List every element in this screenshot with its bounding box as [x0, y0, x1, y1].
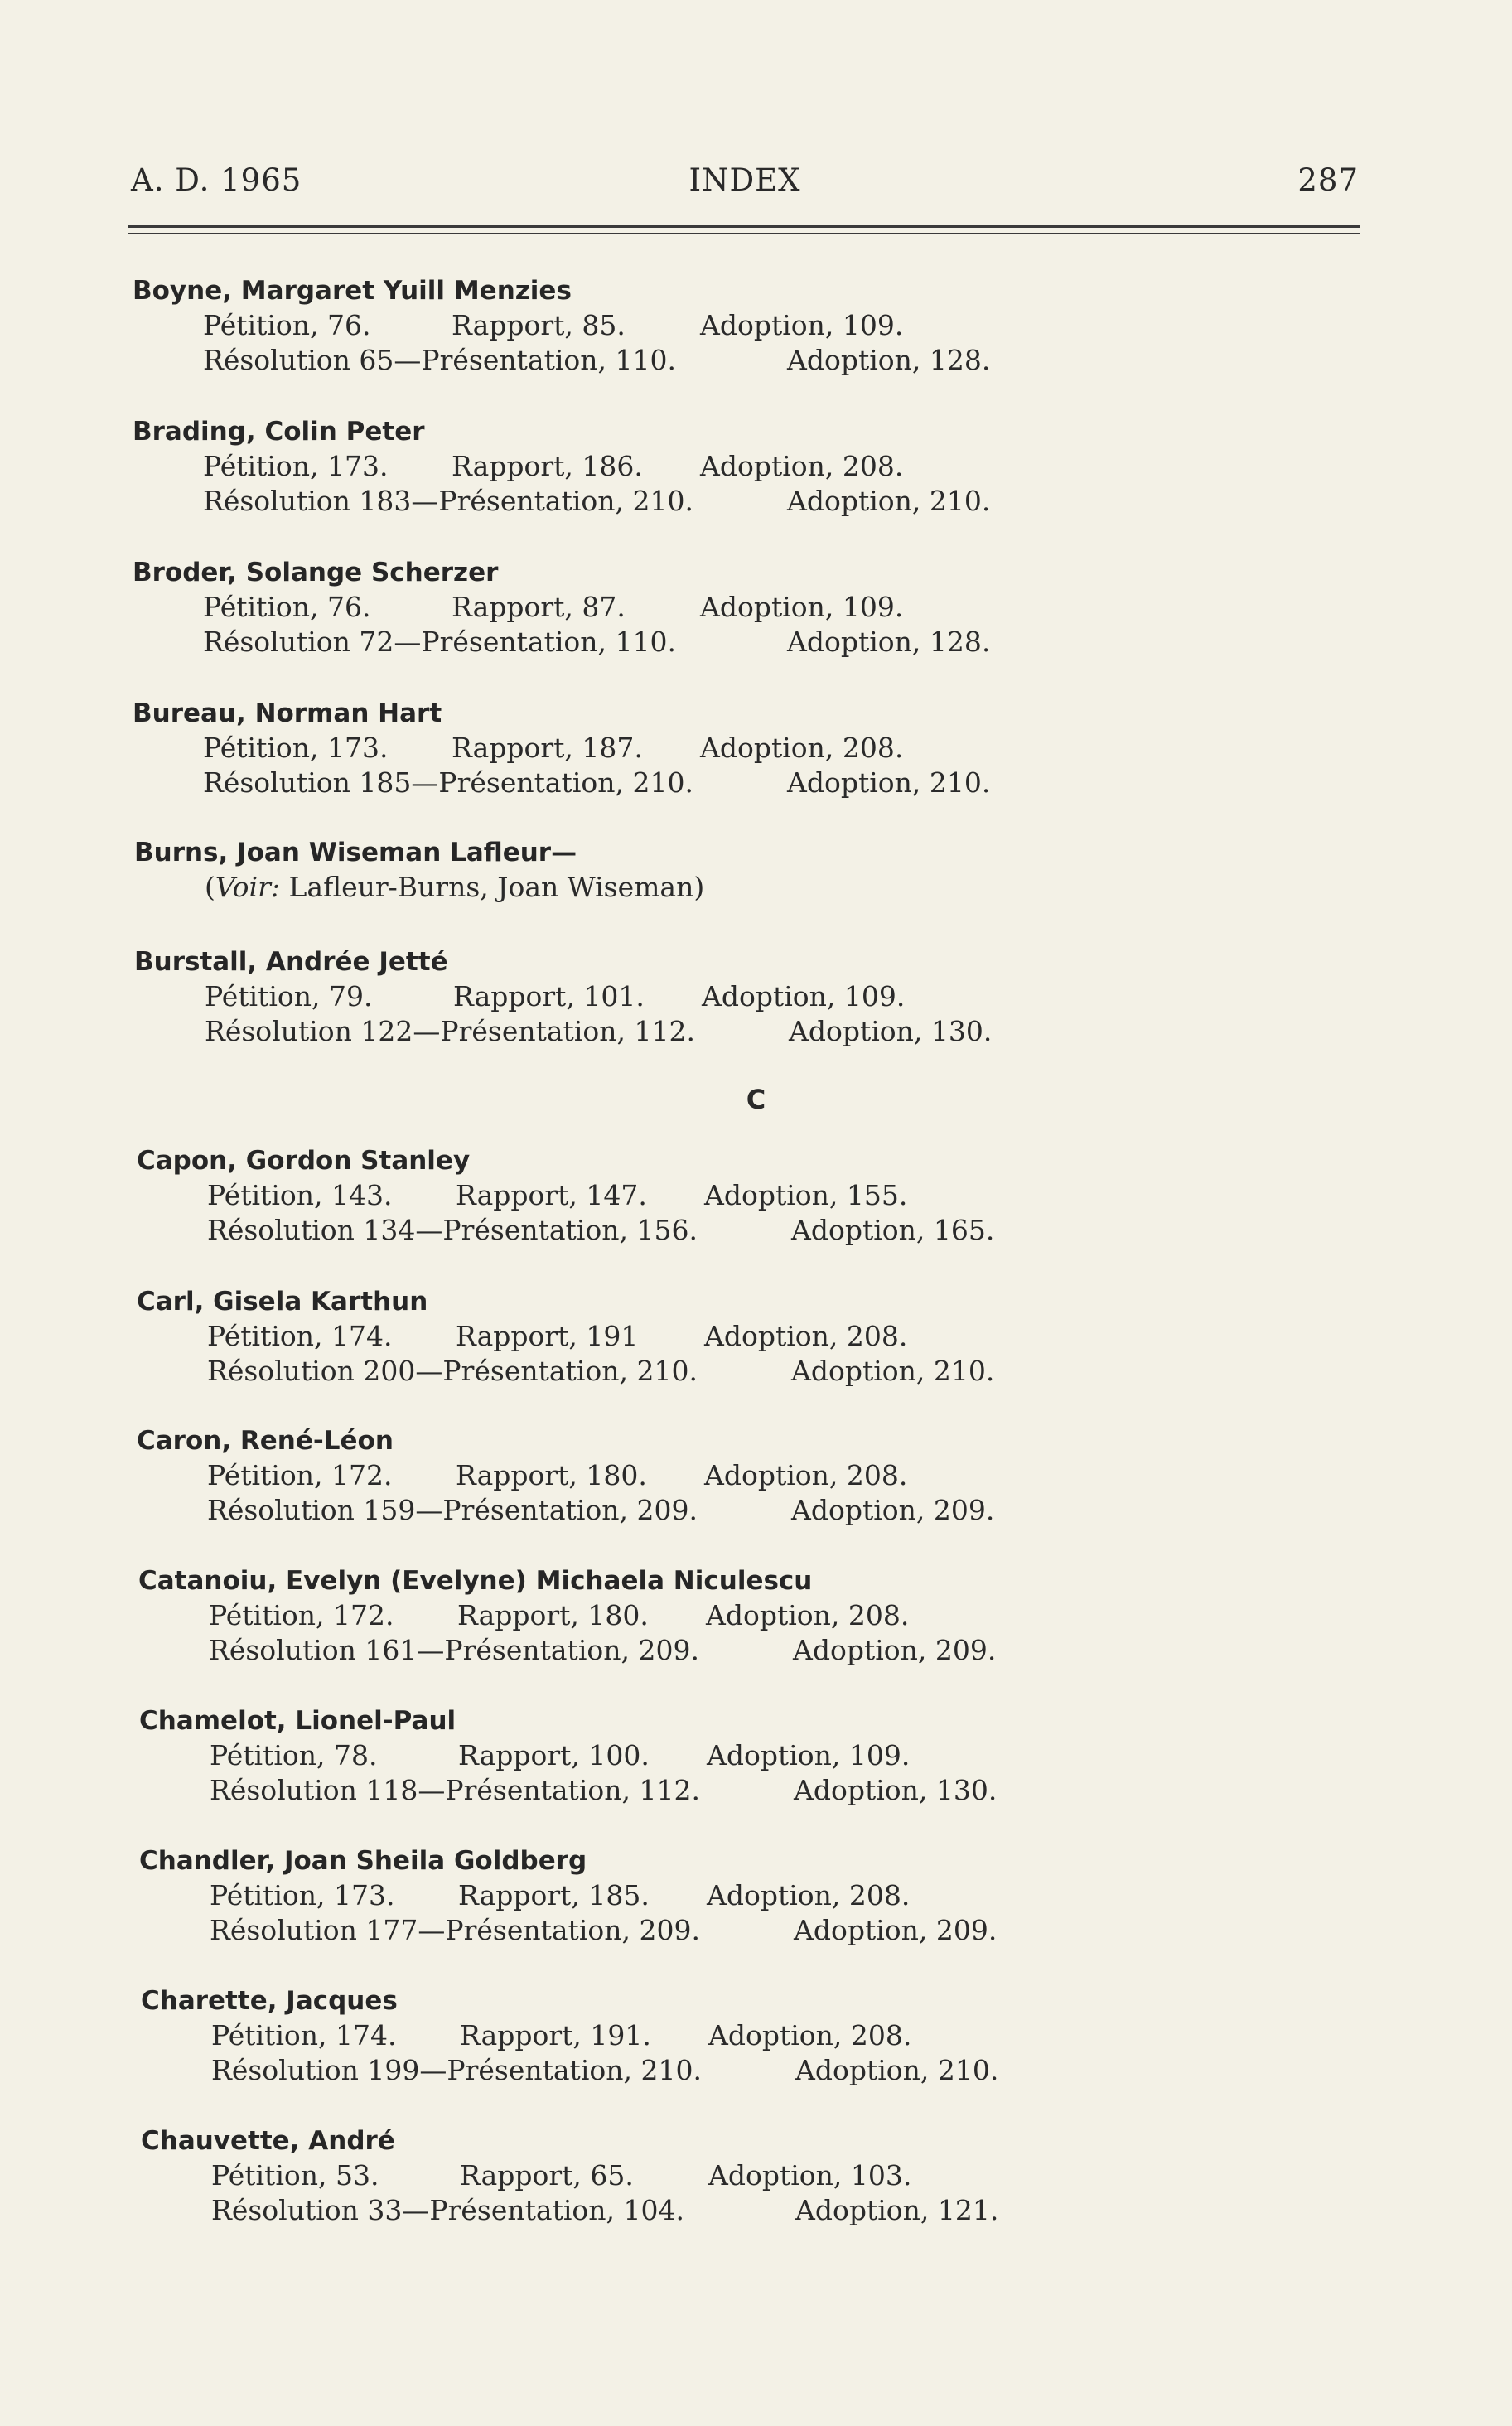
- adoption-ref: Adoption, 208.: [707, 1879, 911, 1911]
- entry-name: Chandler, Joan Sheila Goldberg: [139, 1846, 587, 1876]
- rapport-ref: Rapport, 185.: [458, 1879, 650, 1911]
- rapport-ref: Rapport, 180.: [456, 1459, 647, 1491]
- index-entry: [138, 1563, 1298, 1668]
- entry-name: Chamelot, Lionel-Paul: [139, 1706, 456, 1736]
- adoption-ref: Adoption, 109.: [702, 980, 906, 1012]
- rapport-ref: Rapport, 186.: [452, 450, 643, 482]
- entry-line-petition: [207, 1458, 1297, 1493]
- entry-name: Capon, Gordon Stanley: [137, 1146, 471, 1176]
- rapport-ref: Rapport, 65.: [460, 2159, 634, 2192]
- index-entry: [139, 1704, 1299, 1808]
- resolution-adoption-ref: Adoption, 130.: [794, 1774, 998, 1806]
- resolution-ref: Résolution 33—Présentation, 104.: [211, 2194, 684, 2226]
- entry-line-resolution: [209, 1633, 1298, 1668]
- entry-line-petition: [207, 1178, 1297, 1213]
- resolution-adoption-ref: Adoption, 165.: [791, 1214, 995, 1246]
- entry-line-petition: [209, 1598, 1298, 1633]
- petition-ref: Pétition, 79.: [205, 980, 373, 1012]
- entry-name: Burstall, Andrée Jetté: [134, 947, 448, 977]
- resolution-adoption-ref: Adoption, 210.: [787, 485, 991, 517]
- entry-line-resolution: [210, 1913, 1299, 1948]
- see-target: Lafleur-Burns, Joan Wiseman): [280, 871, 705, 903]
- see-prefix: Voir:: [215, 871, 280, 903]
- section-letter: C: [746, 1084, 766, 1115]
- entry-line-petition: [210, 1878, 1299, 1913]
- page-header: [131, 162, 1359, 212]
- header-title: INDEX: [688, 162, 801, 198]
- entry-line-petition: [203, 449, 1292, 484]
- petition-ref: Pétition, 172.: [209, 1599, 394, 1631]
- resolution-ref: Résolution 134—Présentation, 156.: [207, 1214, 698, 1246]
- petition-ref: Pétition, 173.: [203, 732, 389, 764]
- index-entry: [134, 835, 1294, 905]
- header-year: A. D. 1965: [131, 162, 302, 198]
- entry-line-resolution: [203, 343, 1292, 378]
- resolution-adoption-ref: Adoption, 210.: [795, 2054, 999, 2086]
- entry-line-resolution: [207, 1213, 1297, 1248]
- index-entry: [133, 696, 1292, 800]
- resolution-adoption-ref: Adoption, 209.: [793, 1634, 997, 1666]
- adoption-ref: Adoption, 208.: [700, 732, 904, 764]
- entry-line-petition: [211, 2018, 1301, 2053]
- resolution-adoption-ref: Adoption, 121.: [795, 2194, 999, 2226]
- entry-name: Burns, Joan Wiseman Lafleur—: [134, 838, 577, 867]
- entry-name: Broder, Solange Scherzer: [133, 558, 499, 587]
- resolution-adoption-ref: Adoption, 210.: [787, 766, 991, 799]
- resolution-adoption-ref: Adoption, 209.: [791, 1494, 995, 1526]
- entry-name: Caron, René-Léon: [137, 1426, 394, 1456]
- header-rule-top: [128, 225, 1360, 228]
- entry-line-resolution: [211, 2193, 1301, 2228]
- petition-ref: Pétition, 143.: [207, 1179, 393, 1211]
- header-rule-bottom: [128, 233, 1360, 234]
- entry-name: Brading, Colin Peter: [133, 417, 425, 447]
- resolution-ref: Résolution 177—Présentation, 209.: [210, 1914, 700, 1946]
- adoption-ref: Adoption, 208.: [704, 1459, 908, 1491]
- entry-name: Boyne, Margaret Yuill Menzies: [133, 276, 572, 306]
- adoption-ref: Adoption, 109.: [700, 309, 904, 341]
- resolution-ref: Résolution 118—Présentation, 112.: [210, 1774, 700, 1806]
- entry-line-petition: [203, 308, 1292, 343]
- entry-line-petition: [210, 1738, 1299, 1773]
- resolution-ref: Résolution 199—Présentation, 210.: [211, 2054, 702, 2086]
- petition-ref: Pétition, 174.: [211, 2019, 397, 2051]
- index-entry: [141, 2124, 1301, 2228]
- petition-ref: Pétition, 173.: [210, 1879, 395, 1911]
- entry-line-resolution: [203, 625, 1292, 660]
- index-entry: [137, 1284, 1297, 1389]
- entry-line-resolution: [207, 1354, 1297, 1389]
- petition-ref: Pétition, 53.: [211, 2159, 379, 2192]
- rapport-ref: Rapport, 180.: [457, 1599, 649, 1631]
- index-entry: [137, 1143, 1297, 1248]
- resolution-ref: Résolution 159—Présentation, 209.: [207, 1494, 698, 1526]
- index-entry: [133, 555, 1292, 660]
- petition-ref: Pétition, 76.: [203, 309, 371, 341]
- entry-line-resolution: [207, 1493, 1297, 1528]
- index-entry: [141, 1984, 1301, 2088]
- entry-name: Bureau, Norman Hart: [133, 698, 442, 728]
- resolution-adoption-ref: Adoption, 128.: [787, 344, 991, 376]
- adoption-ref: Adoption, 208.: [706, 1599, 910, 1631]
- entry-line-petition: [211, 2158, 1301, 2193]
- header-page-number: 287: [1297, 162, 1359, 198]
- rapport-ref: Rapport, 87.: [452, 591, 626, 623]
- resolution-adoption-ref: Adoption, 130.: [789, 1015, 993, 1047]
- rapport-ref: Rapport, 85.: [452, 309, 626, 341]
- rapport-ref: Rapport, 100.: [458, 1739, 650, 1771]
- rapport-ref: Rapport, 187.: [452, 732, 643, 764]
- entry-line-resolution: [203, 766, 1292, 800]
- resolution-ref: Résolution 72—Présentation, 110.: [203, 626, 676, 658]
- adoption-ref: Adoption, 208.: [700, 450, 904, 482]
- resolution-adoption-ref: Adoption, 210.: [791, 1355, 995, 1387]
- index-entry: [139, 1844, 1299, 1948]
- adoption-ref: Adoption, 155.: [704, 1179, 908, 1211]
- entry-line-resolution: [211, 2053, 1301, 2088]
- index-entry: [133, 273, 1292, 378]
- rapport-ref: Rapport, 191: [456, 1320, 639, 1352]
- resolution-ref: Résolution 65—Présentation, 110.: [203, 344, 676, 376]
- entry-line-petition: [203, 590, 1292, 625]
- petition-ref: Pétition, 172.: [207, 1459, 393, 1491]
- resolution-ref: Résolution 200—Présentation, 210.: [207, 1355, 698, 1387]
- entry-line-petition: [207, 1319, 1297, 1354]
- petition-ref: Pétition, 173.: [203, 450, 389, 482]
- adoption-ref: Adoption, 109.: [700, 591, 904, 623]
- see-reference: (Voir: Lafleur-Burns, Joan Wiseman): [205, 871, 705, 903]
- rapport-ref: Rapport, 191.: [460, 2019, 651, 2051]
- index-entry: [134, 945, 1294, 1049]
- rapport-ref: Rapport, 101.: [453, 980, 645, 1012]
- entry-name: Charette, Jacques: [141, 1986, 398, 2016]
- petition-ref: Pétition, 174.: [207, 1320, 393, 1352]
- adoption-ref: Adoption, 208.: [708, 2019, 912, 2051]
- entry-line-petition: [203, 731, 1292, 766]
- petition-ref: Pétition, 78.: [210, 1739, 378, 1771]
- adoption-ref: Adoption, 103.: [708, 2159, 912, 2192]
- resolution-ref: Résolution 161—Présentation, 209.: [209, 1634, 699, 1666]
- entry-line-resolution: [205, 1014, 1294, 1049]
- entry-line-resolution: [203, 484, 1292, 519]
- resolution-ref: Résolution 122—Présentation, 112.: [205, 1015, 695, 1047]
- petition-ref: Pétition, 76.: [203, 591, 371, 623]
- resolution-ref: Résolution 185—Présentation, 210.: [203, 766, 693, 799]
- entry-line-petition: [205, 979, 1294, 1014]
- entry-name: Chauvette, André: [141, 2126, 395, 2156]
- resolution-ref: Résolution 183—Présentation, 210.: [203, 485, 693, 517]
- rapport-ref: Rapport, 147.: [456, 1179, 647, 1211]
- index-entry: [137, 1423, 1297, 1528]
- entry-line-resolution: [210, 1773, 1299, 1808]
- adoption-ref: Adoption, 109.: [707, 1739, 911, 1771]
- entry-name: Catanoiu, Evelyn (Evelyne) Michaela Niculescu: [138, 1566, 813, 1596]
- resolution-adoption-ref: Adoption, 209.: [794, 1914, 998, 1946]
- resolution-adoption-ref: Adoption, 128.: [787, 626, 991, 658]
- entry-name: Carl, Gisela Karthun: [137, 1287, 428, 1317]
- index-entry: [133, 414, 1292, 519]
- adoption-ref: Adoption, 208.: [704, 1320, 908, 1352]
